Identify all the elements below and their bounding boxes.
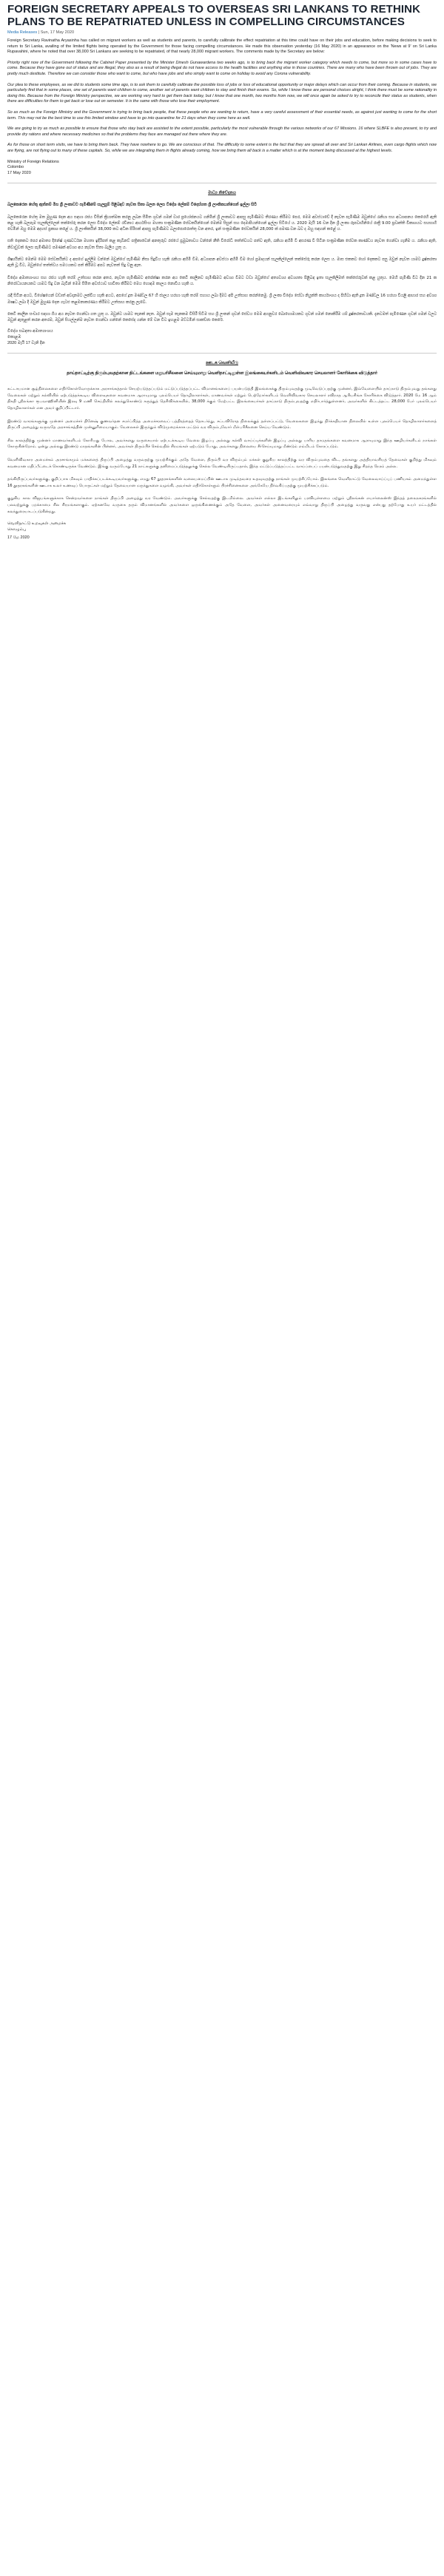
tamil-title: ஊடக வெளியீடு	[206, 361, 238, 366]
english-quote-paragraph: As for those on short term visits, we have to bring them back. They have nowhere to go. We are conscious of that. The difficulty to some extent is the fact that they are spread all over and Sri Lankan Airlines, even cargo flights which now are flying, are not flying out to many of these capitals. So, while we are integrating them in flights already coming, how we bring them all back is a matter which is at the moment being discussed at the highest levels.	[7, 143, 437, 153]
tamil-headline: தாய்நாட்டிற்கு திரும்புவதற்கான திட்டங்களை மறுபரிசீலனை செய்யுமாறு வெளிநாட்டிலுள்ள இலங்கையர்களிடம் வெளிவிவகார செயலாளர் கோரிக்கை விடுத்தார்	[67, 371, 377, 376]
signature-line: கொழும்பு	[7, 527, 27, 532]
tamil-signature	[7, 521, 437, 541]
sinhala-paragraph: කෙටි කාලීන සංචාර සඳහා ගිය අය නැවත ගෙන්වා ගත යුතු ය. ඔවුන්ට යාමට තැනක් නැත. ඔවුන් සෑම තැනකම විසිරී සිටීම සහ ශ්‍රී ලංකන් ගුවන් සේවය මෙම අගනුවර බොහොමයකට ගුවන් ගමන් නොකිරීම යම් දුෂ්කරතාවයකි. දැනටමත් පැමිණෙන ගුවන් ගමන් වලට ඔවුන් ඇතුළත් කරන අතරම, ඔවුන් සියල්ලන්ම නැවත ගෙන්වා ගන්නේ කෙසේද යන්න මේ වන විට ඉහළම මට්ටමින් සාකච්ඡා කෙරේ.	[7, 311, 437, 323]
signature-line: විදේශ සබඳතා අමාත්‍යාංශය	[7, 329, 53, 334]
signature-line: කොළඹ	[7, 335, 21, 340]
tamil-paragraph: குறுகிய கால விஜயங்களுக்காக சென்றவர்களை நாங்கள் திருப்பி அழைத்து வர வேண்டும். அவர்களுக்கு செல்வதற்கு இடமில்லை. அவர்கள் எல்லா இடங்களிலும் பரவியுள்ளமை மற்றும் ஸ்ரீலங்கன் எயார்லைன்ஸ் இந்தத் தலைநகரங்களில் பலவற்றுக்கு பறக்காமை சில சிரமங்களாகும். ஏற்கனவே வருகை தரும் விமானங்களில் அவர்களை ஒருங்கிணைக்கும் அதே வேளை, அவர்கள் அனைவரையும் எவ்வாறு திருப்பி அழைத்து வருவது என்பது தற்போது உயர் மட்டத்தில் கலந்துரையாடப்படுகின்றது.	[7, 496, 437, 514]
english-intro-paragraph: Foreign Secretary Ravinatha Aryasinha has called on migrant workers as well as students and parents, to carefully calibrate the effect repatriation at this time could have on their jobs and education, before making decisions to seek to return to Sri Lanka, availing of the limited flights being operated by the Government for those facing compelling circumstances. He made this observation yesterday (16 May 2020) in an appearance on the 'News at 9' on Sri Lanka Rupavahini, where he noted that over 38,000 Sri Lankans are seeking to be repatriated, of that nearly 28,000 migrant workers. The comments made by the Secretary are below:	[7, 38, 437, 55]
article-title: FOREIGN SECRETARY APPEALS TO OVERSEAS SRI LANKANS TO RETHINK PLANS TO BE REPATRIATED UNLESS IN COMPELLING CIRCUMSTANCES	[7, 3, 421, 28]
signature-line: 17 May 2020	[7, 170, 31, 175]
category-link[interactable]: Media Releases	[7, 30, 38, 35]
tamil-paragraph: இரண்டு வாரங்களுக்கு முன்னர் அமைச்சர் தினேஷ் குணவர்தன சமர்ப்பித்த அமைச்சரவைப் பத்திரத்தைத் தொடர்ந்து, சட்டவிரோத நிலைக்குத் தள்ளப்பட்டு, வேலைகளை இழந்து நிர்க்கதியான நிலையில் உள்ள புலம்பெயர் தொழிலாளர்களைத் திருப்பி அழைத்து வருவதே அரசாங்கத்தின் முன்னுரிமையாகும். வேலைகள் இருந்தும் விடுமுறைக்காக மட்டும் வர விரும்புவோர் மீள்பரிசீலனை செய்ய வேண்டும்.	[7, 419, 437, 430]
section-divider	[7, 353, 437, 354]
english-quote-paragraph: Our plea to these employees, as we did to students some time ago, is to ask them to carefully calibrate the possible loss of jobs or loss of educational opportunity or major delays which can occur from their coming. Because in students, we particularly find that in some places, one set of parents want children to come, another set of parents want children to stay and finish their exams. So, while I know these are personal choices alright, I think there must be some rationality in doing this. Because from the Foreign Ministry perspective, we are working very hard to get them back today, but I know that one month, two months from now, we will once again be asked to try to reconcile their status as students, when there are difficulties for them to get back or lose out on semester. It is the same with those who lose their employment.	[7, 82, 437, 104]
sinhala-paragraph: ශිෂ්‍යයින්ට මෙන්ම මෙම සේවකයින්ට ද අපගේ ඉල්ලීම වන්නේ ඔවුන්ගේ පැමිණීම නිසා සිදුවිය හැකි රැකියා අහිමි වීම, අධ්‍යාපන අවස්ථා අහිමි වීම හෝ ප්‍රමාදයන් සැලකිල්ලෙන් තක්සේරු කරන ලෙස ය. මාස එකකට හෝ දෙකකට පසු ඔවුන් නැවත යාමට දුෂ්කරතා ඇති වූ විට, ඔවුන්ගේ තත්ත්වය සමථයකට පත් කිරීමට අපට නැවතත් සිදු වනු ඇත.	[7, 257, 437, 268]
english-section	[7, 38, 437, 176]
sinhala-paragraph: බලකෙරෙන හේතු මත මුහුණ දෙන අය සඳහා රජය විසින් ක්‍රියාත්මක කරනු ලබන සීමිත ගුවන් ගමන් වාර ප්‍රයෝජනයට ගනිමින් ශ්‍රී ලංකාවට ආපසු පැමිණීමට තීරණය කිරීමට පෙර, මෙම අවස්ථාවේ දී නැවත පැමිණීම ඔවුන්ගේ රැකියා සහ අධ්‍යාපනය කෙරෙහි ඇති කළ හැකි බලපෑම සැලකිල්ලෙන් තක්සේරු කරන ලෙස විදේශ ලේකම් රවිනාථ ආර්යසිංහ මහතා සංක්‍රමණික සේවකයින්ගෙන් මෙන්ම සිසුන් සහ දෙමාපියන්ගෙන් ඉල්ලා සිටියේ ය. 2020 මැයි 16 වන දින ශ්‍රී ලංකා රූපවාහිනියේ රාත්‍රී 9.00 ප්‍රවෘත්ති විකාශයට සහභාගි වෙමින් ඔහු මෙම අදහස් ප්‍රකාශ කළේ ය. ශ්‍රී ලාංකිකයින් 38,000 කට අධික පිරිසක් ආපසු පැමිණීමට බලාපොරොත්තු වන අතර, ඉන් සංක්‍රමණික සේවකයින් 28,000 ක් පමණ වන බව ද ඔහු සඳහන් කළේ ය.	[7, 214, 437, 232]
signature-line: Colombo	[7, 165, 24, 170]
english-quote-paragraph: Priority right now of the Government following the Cabinet Paper presented by the Minister Dinesh Gunawardena two weeks ago, is to bring back the migrant worker category which needs to come, but more so in some cases have to come. Because they have gone out of status and are illegal, they also as a result of being illegal do not have access to the health facilities and anything else in those countries. There are many who have been thrown out of jobs. They are pretty much destitute. Therefore we can consider those who want to come, but who have jobs and who simply want to come on holiday to avoid any Corona vulnerability.	[7, 60, 437, 76]
signature-line: 17 மே 2020	[7, 535, 30, 541]
sinhala-paragraph: රැඳී සිටින අයට, විශේෂයෙන් වඩාත් අවදානමට ලක්විය හැකි අයට, අපගේ දූත මණ්ඩල 67 හි ජාලය හරහා හැකි තරම් සහාය ලබා දීමට අපි උත්සාහ කරන්නෙමු. ශ්‍රී ලංකා විදේශ සේවා නියුක්ති කාර්යාංශය ද පිහිටා ඇති දූත මණ්ඩල 16 හරහා වියළි ආහාර සහ අවශ්‍ය ඖෂධ ලබා දී ඔවුන් මුහුණ දෙන ගැටළු කළමනාකරණය කිරීමට උත්සාහ කරනු ලැබේ.	[7, 294, 437, 305]
signature-line: வெளிநாட்டு உறவுகள் அமைச்சு	[7, 521, 67, 527]
tamil-paragraph: கட்டாயமான சூழ்நிலைகளை எதிர்கொள்வோருக்காக அரசாங்கத்தால் செயற்படுத்தப்படும் மட்டுப்படுத்தப்பட்ட விமானங்களைப் பயன்படுத்தி இலங்கைக்கு திரும்புவதற்கு முடிவெடுப்பதற்கு முன்னர், இவ்வேளையில் தாய்நாடு திரும்புவது தங்களது வேலைகள் மற்றும் கல்வியில் ஏற்படுத்தக்கூடிய விளைவுகளை கவனமாக ஆராயுமாறு புலம்பெயர் தொழிலாளர்கள், மாணவர்கள் மற்றும் பெற்றோர்களிடம் வெளிவிவகார செயலாளர் ரவிநாத ஆரியசிங்க கோரிக்கை விடுத்தார். 2020 மே 16 ஆம் திகதி ஸ்ரீலங்கா ரூபவாஹினியின் இரவு 9 மணி செய்தியில் கலந்துகொண்டு கருத்துத் தெரிவிக்கையில், 38,000 க்கும் மேற்பட்ட இலங்கையர்கள் தாய்நாடு திரும்புவதற்கு எதிர்பார்த்துள்ளனர், அவர்களில் கிட்டத்தட்ட 28,000 பேர் புலம்பெயர் தொழிலாளர்கள் என அவர் குறிப்பிட்டார்.	[7, 387, 437, 410]
sinhala-title: මාධ්‍ය නිවේදනය	[208, 191, 236, 196]
sinhala-headline: බලකෙරෙන හේතු ඇත්නම් මිස ශ්‍රී ලංකාවට පැමිණීමේ සැලසුම් පිළිබඳව නැවත සිතා බලන ලෙස විදේශ ලේකම් විදෙස්ගත ශ්‍රී ලාංකිකයන්ගෙන් ඉල්ලා සිටී	[7, 203, 257, 208]
article-date: Sun, 17 May 2020	[40, 30, 75, 35]
signature-line: Ministry of Foreign Relations	[7, 159, 59, 164]
tamil-paragraph: சில காலத்திற்கு முன்னர் மாணவர்களிடம் கோரியது போல, அவர்களது வருகையால் ஏற்படக்கூடிய வேலை இழப்பு அல்லது கல்வி வாய்ப்புக்களின் இழப்பு அல்லது பாரிய தாமதங்களை கவனமாக ஆராயுமாறு இந்த ஊழியர்களிடம் நாங்கள் கோருகின்றோம். ஒன்று அல்லது இரண்டு மாதங்களின் பின்னர், அவர்கள் திரும்பிச் செல்வதில் சிரமங்கள் ஏற்படும் போது, அவர்களது நிலையை சீர்செய்யுமாறு மீண்டும் எம்மிடம் கோரப்படும்.	[7, 438, 437, 450]
sinhala-signature	[7, 329, 437, 346]
signature-line: 2020 මැයි 17 වැනි දින	[7, 340, 45, 345]
tamil-section	[7, 361, 437, 541]
sinhala-paragraph: සති දෙකකට පෙර අමාත්‍ය දිනේෂ් ගුණවර්ධන මහතා ඉදිරිපත් කළ කැබිනට් පත්‍රිකාවෙන් අනතුරුව රජයේ ප්‍රමුඛතාවය වන්නේ නීති විරෝධී තත්ත්වයට පත්ව ඇති, රැකියා අහිමි වී අසරණ වී සිටින සංක්‍රමණික සේවක කාණ්ඩය නැවත ගෙන්වා ගැනීම ය. රැකියා ඇති, නිවාඩුවක් ලෙස පැමිණීමට පමණක් අවශ්‍ය අය නැවත සිතා බැලිය යුතු ය.	[7, 239, 437, 250]
english-quote-paragraph: We are going to try as much as possible to ensure that those who stay back are assisted to the extent possible, particularly the most vulnerable through the various networks of our 67 Missions. 16 where SLBFE is also present, to try and provide dry rations and where necessary medicines so that the problems they face are managed out there where they are.	[7, 126, 437, 137]
tamil-paragraph: தங்கியிருப்பவர்களுக்கு, குறிப்பாக மிகவும் பாதிக்கப்படக்கூடியவர்களுக்கு, எமது 67 தூதரகங்களின் வலையமைப்பின் ஊடாக முடிந்தவரை உதவுவதற்கு நாங்கள் முயற்சிப்போம். இலங்கை வெளிநாட்டு வேலைவாய்ப்புப் பணியகம் அமைந்துள்ள 16 தூதரகங்களின் ஊடாக உலர் உணவுப் பொருட்கள் மற்றும் தேவையான மருந்துகளை வழங்கி, அவர்கள் எதிர்கொள்ளும் பிரச்சினைகளை அங்கேயே நிர்வகிப்பதற்கு முயற்சிக்கப்படும்.	[7, 477, 437, 488]
english-signature	[7, 160, 437, 177]
meta-separator: |	[38, 30, 41, 35]
sinhala-section	[7, 191, 437, 346]
english-quote-paragraph: So as much as the Foreign Ministry and the Government is trying to bring back people, that these people who are wanting to return, have a very careful assessment of their essential needs, as against just wanting to come for the short term. This may not be the best time to use this limited window and have to go into quarantine for 21 days when they come here as well.	[7, 109, 437, 121]
tamil-paragraph: வெளிவிவகார அமைச்சும் அரசாங்கமும் மக்களைத் திருப்பி அழைத்து வருவதற்கு முயற்சிக்கும் அதே வேளை, திரும்பி வர விரும்பும் மக்கள் குறுகிய காலத்திற்கு வர விரும்புவதை விட, தங்களது அத்தியாவசியத் தேவைகள் குறித்து மிகவும் கவனமான மதிப்பீட்டைக் கொண்டிருக்க வேண்டும். இங்கு வரும்போது 21 நாட்களுக்கு தனிமைப்படுத்தலுக்கு செல்ல வேண்டியிருப்பதால், இந்த மட்டுப்படுத்தப்பட்ட வாய்ப்பைப் பயன்படுத்துவதற்கு இது சிறந்த நேரம் அல்ல.	[7, 457, 437, 469]
sinhala-paragraph: විදේශ අමාත්‍යාංශය සහ රජය හැකි තරම් උත්සාහ කරන අතර, නැවත පැමිණීමට අපේක්ෂා කරන අය කෙටි කාලීනව පැමිණීමට අවශ්‍ය වීමට වඩා ඔවුන්ගේ අත්‍යවශ්‍ය අවශ්‍යතා පිළිබඳ ඉතා සැලකිලිමත් තක්සේරුවක් කළ යුතුය. මෙහි පැමිණි විට දින 21 ක නිරෝධායනයකට යාමට සිදු වන බැවින් මෙම සීමිත අවස්ථාව භාවිතා කිරීමට මෙය හොඳම කාලය නොවිය හැකි ය.	[7, 275, 437, 286]
article-meta	[7, 30, 437, 35]
press-release	[0, 0, 444, 541]
